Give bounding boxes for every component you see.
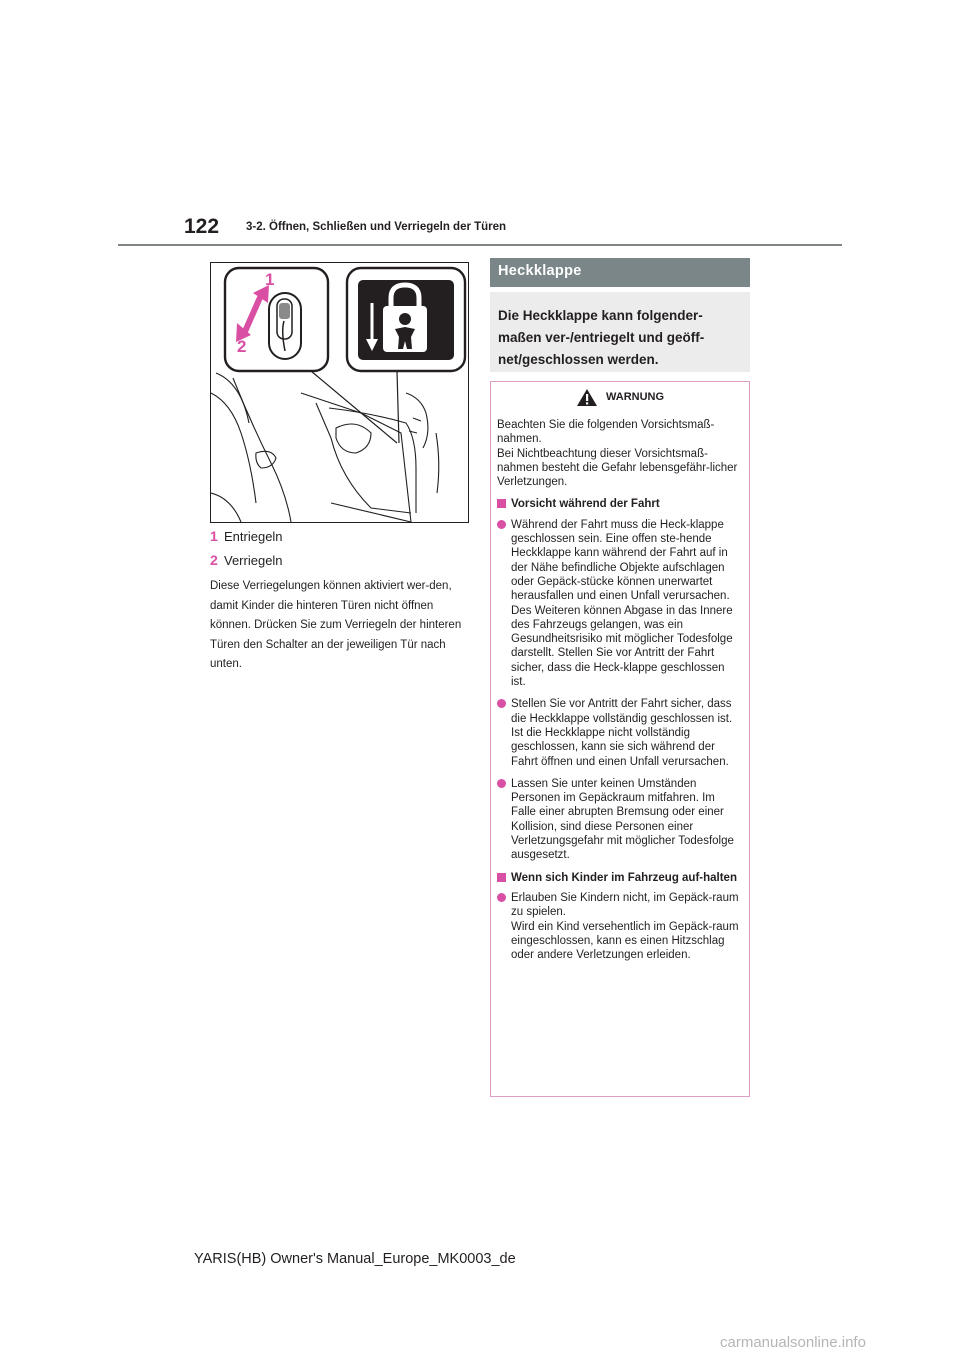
warning-item-text: Stellen Sie vor Antritt der Fahrt sicher, dass die Heckklappe vollständig geschlossen ist. Ist die Heckklappe nicht vollständig geschlossen, kann sie sich während der Fahrt öffnen und einen Unfall verursachen. <box>511 698 733 768</box>
child-lock-illustration <box>210 262 469 523</box>
heading-text: Wenn sich Kinder im Fahrzeug auf-halten <box>511 871 737 884</box>
page-number: 122 <box>184 215 220 238</box>
warning-heading <box>497 497 741 511</box>
child-lock-description: Diese Verriegelungen können aktiviert wer-den, damit Kinder die hinteren Türen nicht öffnen können. Drücken Sie zum Verriegeln der hinteren Türen den Schalter an der jeweiligen Tür nach unten. <box>210 580 462 671</box>
square-bullet-icon <box>497 499 506 508</box>
bullet-dot-icon <box>497 893 506 902</box>
caption-number: 2 <box>210 552 218 568</box>
section-banner: Heckklappe <box>490 258 750 287</box>
callout-lines <box>311 371 399 443</box>
figure-captions <box>210 528 472 576</box>
square-bullet-icon <box>497 873 506 882</box>
footer-text: YARIS(HB) Owner's Manual_Europe_MK0003_de <box>194 1251 516 1267</box>
warning-item <box>497 777 741 863</box>
caption-label: Verriegeln <box>224 553 283 568</box>
warning-item-text: Erlauben Sie Kindern nicht, im Gepäck-raum zu spielen. Wird ein Kind versehentlich im Gepäck-raum eingeschlossen, kann es einen Hitzschlag oder andere Verletzungen erleiden. <box>511 891 739 962</box>
watermark: carmanualsonline.info <box>720 1334 866 1351</box>
warning-item <box>497 697 741 768</box>
callout-1-marker: 1 <box>265 270 275 289</box>
bullet-dot-icon <box>497 779 506 788</box>
warning-item-text: Während der Fahrt muss die Heck-klappe geschlossen sein. Eine offen ste-hende Heckklappe kann während der Fahrt auf in der Nähe befindliche Objekte aufschlagen oder Gepäck-stücke können unerwartet herausfallen und einen Unfall verursachen. Des Weiteren können Abgase in das Innere des Fahrzeugs gelangen, was ein Gesundheitsrisiko mit möglicher Todesfolge darstellt. Stellen Sie vor Antritt der Fahrt sicher, dass die Heck-klappe geschlossen ist. <box>511 518 733 689</box>
warning-item <box>497 518 741 690</box>
caption-label: Entriegeln <box>224 529 283 544</box>
warning-heading <box>497 871 741 885</box>
warning-title: WARNUNG <box>605 390 665 403</box>
switch-lever <box>279 303 290 319</box>
warning-item-text: Lassen Sie unter keinen Umständen Personen im Gepäckraum mitfahren. Im Falle einer abrupten Bremsung oder einer Kollision, sind diese Personen einer Verletzungsgefahr mit möglicher Todesfolge ausgesetzt. <box>511 777 734 862</box>
warning-box <box>490 381 750 1097</box>
warning-triangle-icon <box>576 388 598 407</box>
warning-body <box>491 412 749 962</box>
caption-number: 1 <box>210 528 218 544</box>
warning-header <box>491 382 749 412</box>
warning-intro: Beachten Sie die folgenden Vorsichtsmaß-nahmen. Bei Nichtbeachtung dieser Vorsichtsmaß-nahmen besteht die Gefahr lebensgefähr-licher Verletzungen. <box>497 419 738 489</box>
door-sketch <box>211 373 439 522</box>
intro-box: Die Heckklappe kann folgender-maßen ver-/entriegelt und geöff-net/geschlossen werden. <box>490 292 750 372</box>
callout-2-marker: 2 <box>237 337 247 356</box>
warning-item <box>497 891 741 962</box>
caption-lock <box>210 552 472 576</box>
caption-unlock <box>210 528 472 552</box>
section-title: 3-2. Öffnen, Schließen und Verriegeln der Türen <box>246 221 507 233</box>
bullet-dot-icon <box>497 520 506 529</box>
header-divider <box>118 244 842 246</box>
bullet-dot-icon <box>497 699 506 708</box>
heading-text: Vorsicht während der Fahrt <box>511 498 660 511</box>
